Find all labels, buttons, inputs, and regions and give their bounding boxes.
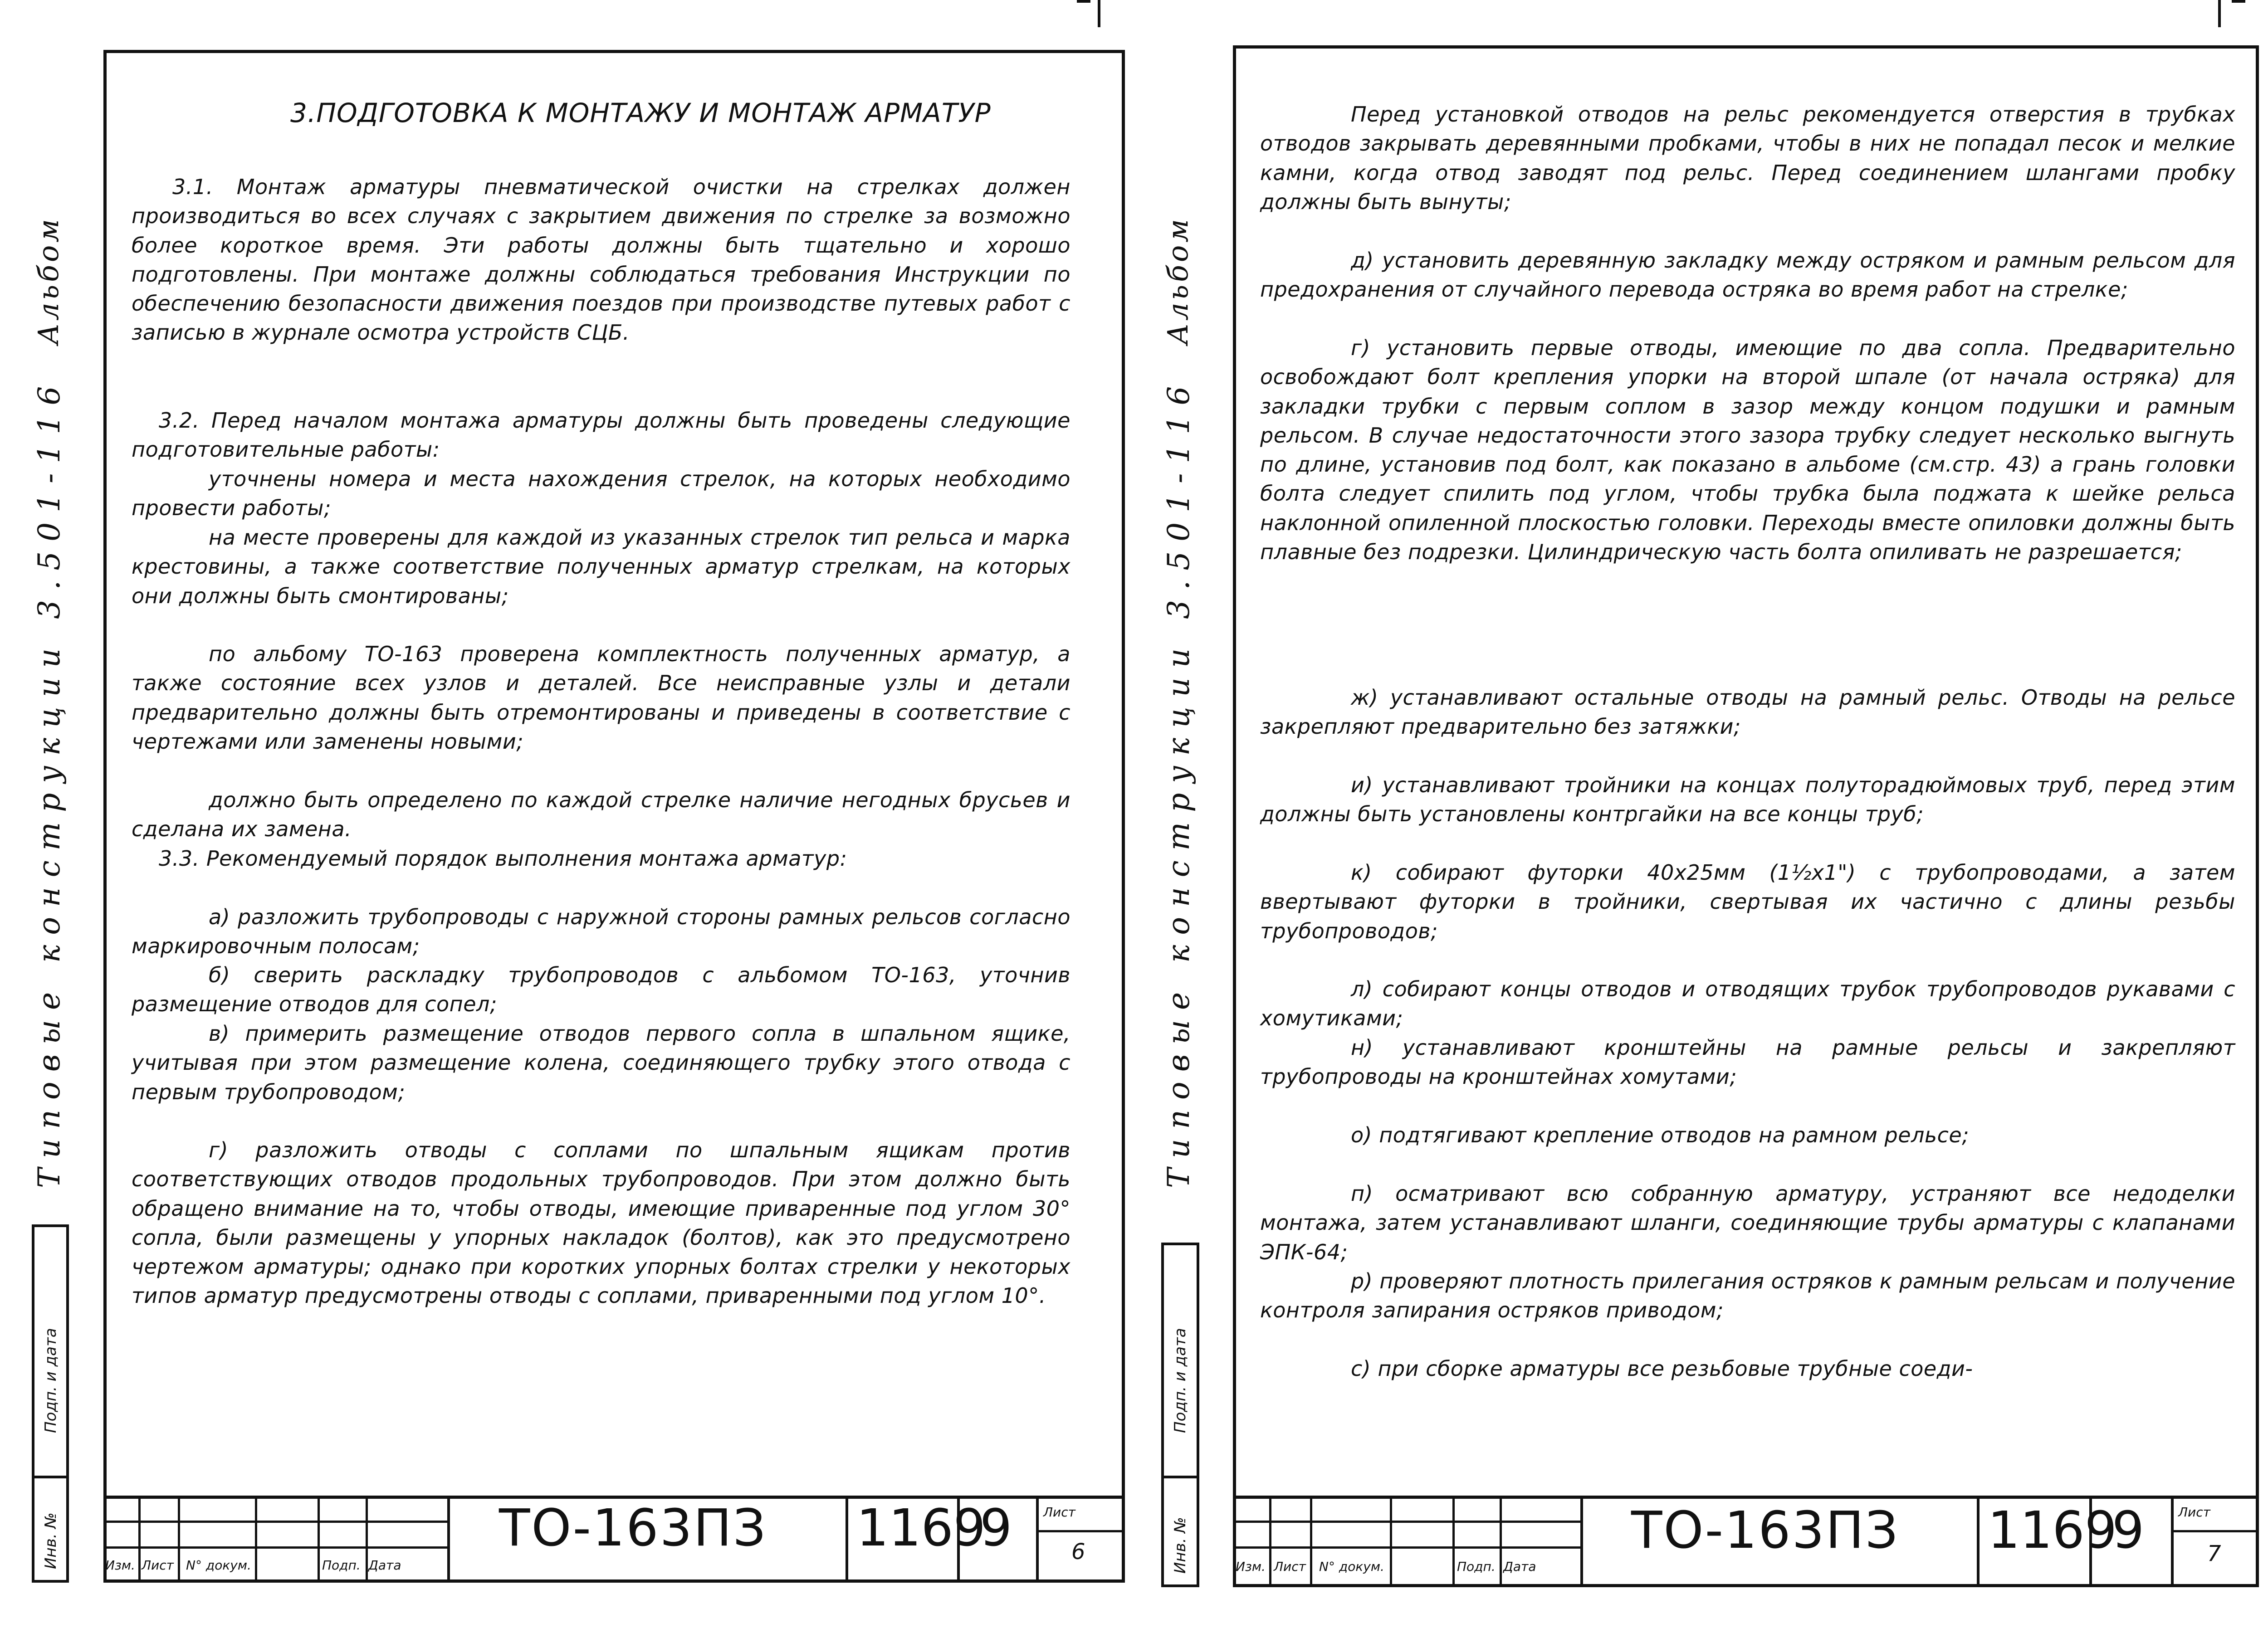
paragraph: 3.2. Перед началом монтажа арматуры должны быть проведены следующие подготовительные работы: [132,408,1070,462]
title-block-header: N° докум. [1319,1559,1384,1574]
paragraph: должно быть определено по каждой стрелке наличие негодных брусьев и сделана их замена. [132,788,1070,842]
paragraph: уточнены номера и места нахождения стрелок, на которых необходимо провести работы; [132,467,1070,521]
series-label: Типовые конструкции 3.501-116 [32,376,67,1188]
title-block-header: Дата [1503,1559,1536,1574]
paragraph: л) собирают концы отводов и отводящих трубок трубопроводов рукавами с хомутиками; [1260,977,2235,1031]
paragraph: в) примерить размещение отводов первого сопла в шпальном ящике, учитывая при этом размещение колена, соединяющего трубку этого отвода с первым трубопроводом; [132,1021,1070,1104]
sheet-label: Лист [1043,1505,1075,1520]
document-code: ТО-163ПЗ [1631,1501,1899,1560]
paragraph: и) устанавливают тройники на концах полуторадюймовых труб, перед этим должны быть установлены контргайки на все концы труб; [1260,773,2235,827]
title-block-header: Изм. [1236,1559,1266,1574]
album-label: Альбом [1161,216,1194,345]
paragraph: 3.3. Рекомендуемый порядок выполнения монтажа арматур: [159,846,847,871]
issue-number: 9 [2112,1501,2145,1560]
paragraph: д) установить деревянную закладку между остряком и рамным рельсом для предохранения от случайного перевода остряка во время работ на стрелке; [1260,248,2235,302]
paragraph: г) разложить отводы с соплами по шпальным ящикам против соответствующих отводов продольных трубопроводов. При этом должно быть обращено внимание на то, чтобы отводы, имеющие приваренные под углом 30° сопла, были размещены у упорных накладок (болтов), как это предусмотрено чертежом арматуры; однако при коротких упорных болтах стрелки у некоторых типов арматур предусмотрены отводы с соплами, приваренными под углом 10°. [132,1138,1070,1308]
sheet-label: Лист [2178,1505,2210,1520]
corner-mark [2232,0,2245,3]
paragraph: ж) устанавливают остальные отводы на рамный рельс. Отводы на рельсе закрепляют предварительно без затяжки; [1260,685,2235,739]
album-label: Альбом [32,216,65,345]
series-label: Типовые конструкции 3.501-116 [1161,376,1196,1188]
issue-number: 9 [980,1499,1012,1558]
paragraph: Перед установкой отводов на рельс рекомендуется отверстия в трубках отводов закрывать деревянными пробками, чтобы в них не попадал песок и мелкие камни, когда отвод заводят под рельс. Перед соединением шлангами пробку должны быть вынуты; [1260,102,2235,214]
corner-mark [2218,0,2221,27]
paragraph: по альбому ТО-163 проверена комплектность полученных арматур, а также состояние всех узлов и деталей. Все неисправные узлы и детали предварительно должны быть отремонтированы и приведены в соответствие с чертежами или заменены новыми; [132,642,1070,754]
sheet-number: 7 [2207,1541,2221,1566]
paragraph: б) сверить раскладку трубопроводов с альбомом ТО-163, уточнив размещение отводов для сопел; [132,963,1070,1017]
paragraph: г) установить первые отводы, имеющие по два сопла. Предварительно освобождают болт крепления упорки на второй шпале (от начала остряка) для закладки трубки с первым соплом в зазор между концом подушки и рамным рельсом. В случае недостаточности этого зазора трубку следует несколько выгнуть по длине, установив под болт, как показано в альбоме (см.стр. 43) а грань головки болта следует спилить под углом, чтобы трубка была поджата к шейке рельса наклонной опиленной плоскостью головки. Переходы вместе опиловки должны быть плавные без подрезки. Цилиндрическую часть болта опиливать не разрешается; [1260,336,2235,565]
corner-mark [1098,0,1100,27]
inventory-box-label: Инв. № [42,1512,60,1569]
title-block-header: Дата [368,1558,401,1573]
paragraph: 3.1. Монтаж арматуры пневматической очистки на стрелках должен производиться во всех случаях с закрытием движения по стрелке за возможно более короткое время. Эти работы должны быть тщательно и хорошо подготовлены. При монтаже должны соблюдаться требования Инструкции по обеспечению безопасности движения поездов при производстве путевых работ с записью в журнале осмотра устройств СЦБ. [132,175,1070,345]
right-sheet [1141,0,2268,1633]
title-block-header: Лист [1274,1559,1306,1574]
paragraph: к) собирают футорки 40x25мм (1½x1") с трубопроводами, а затем ввертывают футорки в тройники, свертывая их частично с длины резьбы трубопроводов; [1260,860,2235,943]
signature-box-label: Подп. и дата [1171,1328,1189,1433]
paragraph: на месте проверены для каждой из указанных стрелок тип рельса и марка крестовины, а также соответствие полученных арматур стрелкам, на которых они должны быть смонтированы; [132,525,1070,608]
corner-mark [1077,0,1090,3]
album-number: 1169 [1988,1501,2117,1560]
title-block-header: Подп. [1457,1559,1496,1574]
paragraph: а) разложить трубопроводы с наружной стороны рамных рельсов согласно маркировочным полосам; [132,905,1070,959]
title-block-header: Изм. [105,1558,135,1573]
title-block-header: Подп. [322,1558,361,1573]
album-number: 1169 [856,1499,986,1558]
paragraph: п) осматривают всю собранную арматуру, устраняют все недоделки монтажа, затем устанавливают шланги, соединяющие трубы арматуры с клапанами ЭПК-64; [1260,1181,2235,1264]
signature-box-label: Подп. и дата [42,1328,60,1433]
sheet-number: 6 [1071,1539,1085,1565]
paragraph: р) проверяют плотность прилегания остряков к рамным рельсам и получение контроля запирания остряков приводом; [1260,1269,2235,1323]
paragraph: н) устанавливают кронштейны на рамные рельсы и закрепляют трубопроводы на кронштейнах хомутами; [1260,1035,2235,1089]
inventory-box-label: Инв. № [1171,1517,1189,1574]
page-title: 3.ПОДГОТОВКА К МОНТАЖУ И МОНТАЖ АРМАТУР [290,97,991,128]
document-code: ТО-163ПЗ [499,1499,767,1558]
title-block-header: Лист [142,1558,174,1573]
paragraph: с) при сборке арматуры все резьбовые трубные соеди- [1351,1356,1973,1381]
title-block-header: N° докум. [186,1558,251,1573]
paragraph: о) подтягивают крепление отводов на рамном рельсе; [1351,1123,1970,1147]
